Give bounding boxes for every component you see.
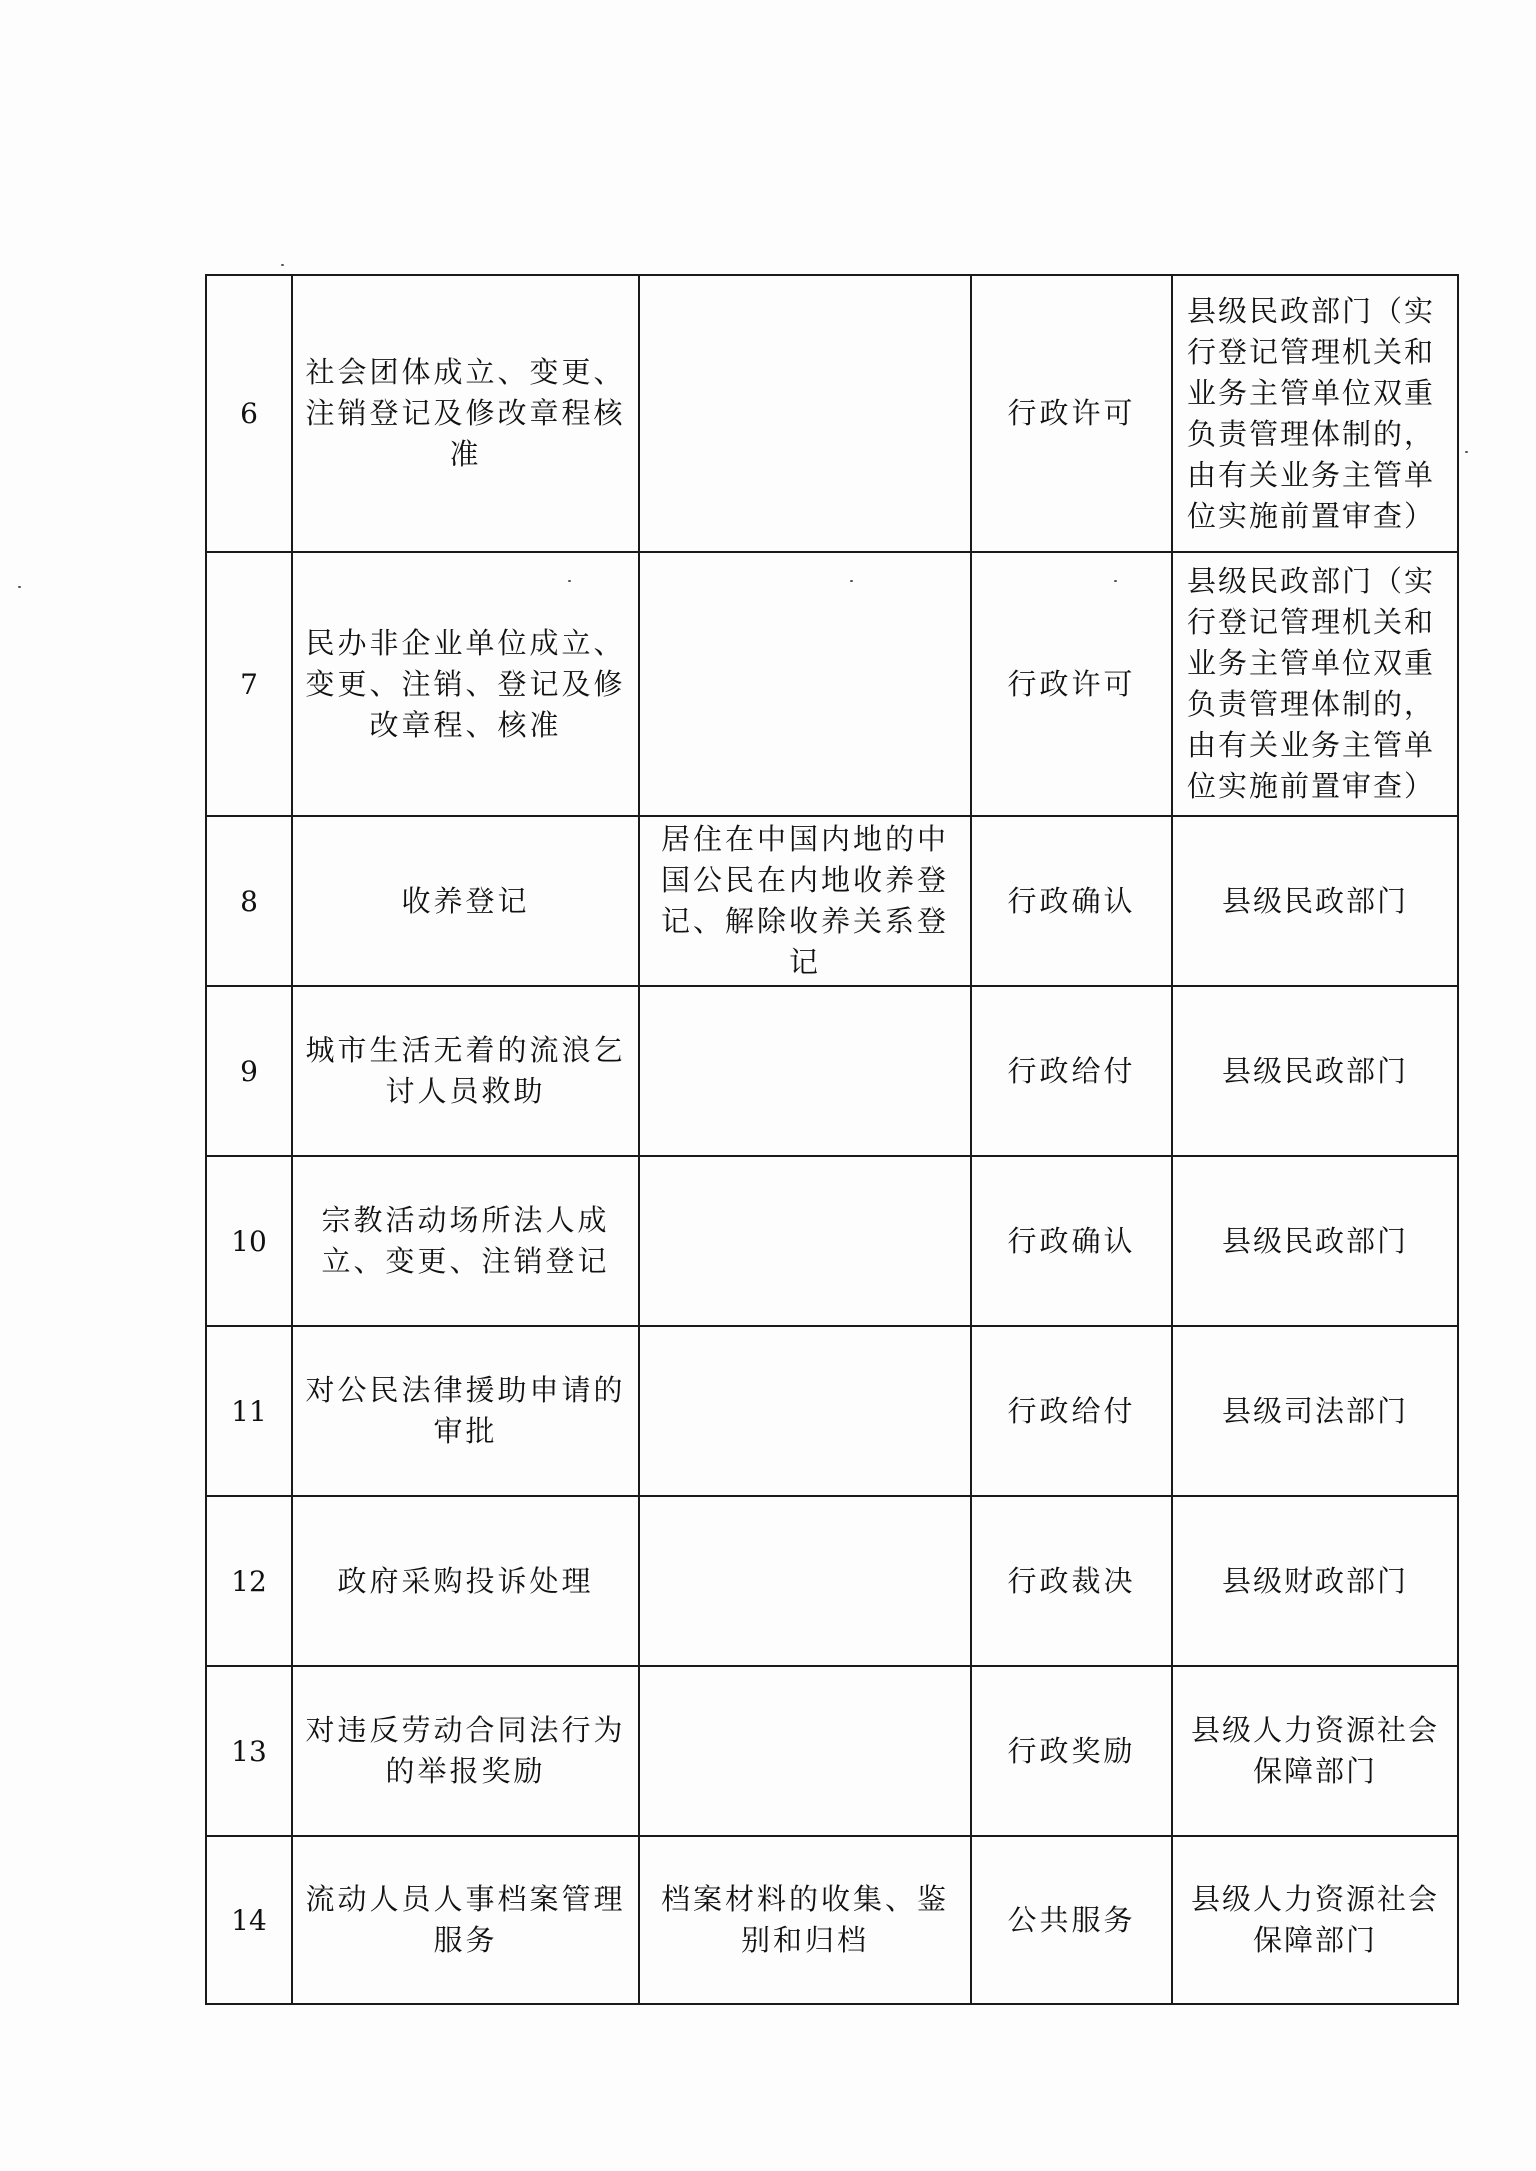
table-row (206, 1326, 1458, 1496)
responsible-department: 县级财政部门 (1172, 1496, 1458, 1666)
sub-item: 居住在中国内地的中国公民在内地收养登记、解除收养关系登记 (639, 816, 971, 986)
item-type: 行政裁决 (971, 1496, 1172, 1666)
item-name: 城市生活无着的流浪乞讨人员救助 (292, 986, 639, 1156)
responsible-department: 县级人力资源社会保障部门 (1172, 1666, 1458, 1836)
row-number: 8 (206, 816, 292, 986)
sub-item: 档案材料的收集、鉴别和归档 (639, 1836, 971, 2004)
table-row (206, 275, 1458, 552)
item-name: 政府采购投诉处理 (292, 1496, 639, 1666)
table-row (206, 986, 1458, 1156)
scan-speck (850, 580, 853, 582)
responsible-department: 县级民政部门（实行登记管理机关和业务主管单位双重负责管理体制的，由有关业务主管单位实施前置审查） (1172, 275, 1458, 552)
item-type: 行政许可 (971, 552, 1172, 816)
table-row (206, 552, 1458, 816)
scan-speck (568, 580, 571, 582)
scan-speck (18, 586, 21, 588)
row-number: 6 (206, 275, 292, 552)
item-type: 行政确认 (971, 1156, 1172, 1326)
row-number: 14 (206, 1836, 292, 2004)
responsible-department: 县级民政部门 (1172, 986, 1458, 1156)
responsible-department: 县级人力资源社会保障部门 (1172, 1836, 1458, 2004)
responsible-department: 县级民政部门 (1172, 816, 1458, 986)
service-items-table (205, 274, 1459, 2005)
item-name: 流动人员人事档案管理服务 (292, 1836, 639, 2004)
table-row (206, 1836, 1458, 2004)
row-number: 12 (206, 1496, 292, 1666)
item-type: 行政给付 (971, 986, 1172, 1156)
item-type: 行政许可 (971, 275, 1172, 552)
item-name: 对违反劳动合同法行为的举报奖励 (292, 1666, 639, 1836)
table-row (206, 1496, 1458, 1666)
responsible-department: 县级司法部门 (1172, 1326, 1458, 1496)
scan-speck (281, 264, 284, 266)
item-type: 行政给付 (971, 1326, 1172, 1496)
row-number: 13 (206, 1666, 292, 1836)
sub-item (639, 1666, 971, 1836)
sub-item (639, 275, 971, 552)
table-row (206, 816, 1458, 986)
responsible-department: 县级民政部门（实行登记管理机关和业务主管单位双重负责管理体制的，由有关业务主管单位实施前置审查） (1172, 552, 1458, 816)
table-row (206, 1156, 1458, 1326)
item-name: 对公民法律援助申请的审批 (292, 1326, 639, 1496)
item-type: 行政奖励 (971, 1666, 1172, 1836)
item-type: 行政确认 (971, 816, 1172, 986)
row-number: 9 (206, 986, 292, 1156)
responsible-department: 县级民政部门 (1172, 1156, 1458, 1326)
sub-item (639, 1156, 971, 1326)
row-number: 11 (206, 1326, 292, 1496)
sub-item (639, 1326, 971, 1496)
item-name: 收养登记 (292, 816, 639, 986)
row-number: 7 (206, 552, 292, 816)
item-type: 公共服务 (971, 1836, 1172, 2004)
scan-speck (1465, 451, 1468, 453)
sub-item (639, 1496, 971, 1666)
item-name: 民办非企业单位成立、变更、注销、登记及修改章程、核准 (292, 552, 639, 816)
item-name: 宗教活动场所法人成立、变更、注销登记 (292, 1156, 639, 1326)
item-name: 社会团体成立、变更、注销登记及修改章程核准 (292, 275, 639, 552)
scan-speck (1114, 580, 1117, 582)
table-row (206, 1666, 1458, 1836)
row-number: 10 (206, 1156, 292, 1326)
sub-item (639, 552, 971, 816)
sub-item (639, 986, 971, 1156)
